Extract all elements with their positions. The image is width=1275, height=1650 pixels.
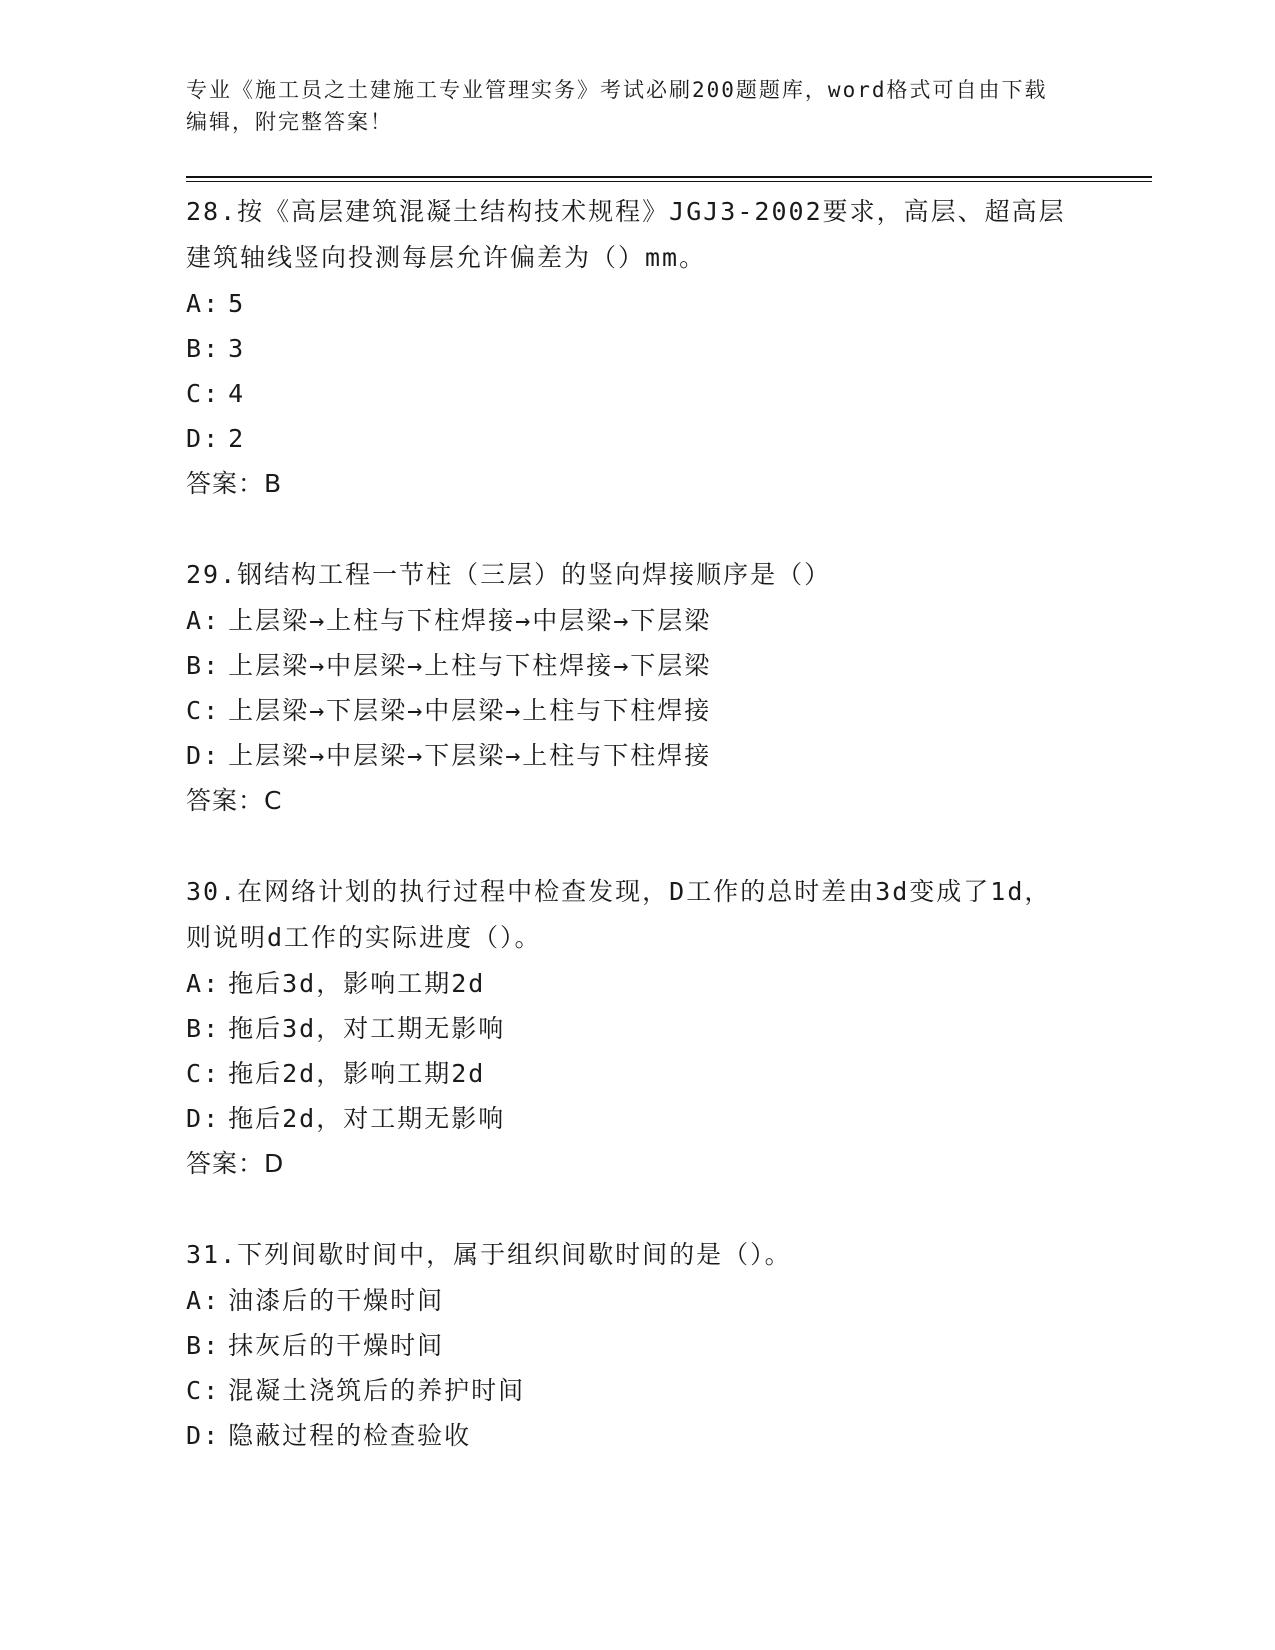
question-31	[186, 1232, 1146, 1458]
option-b: B: 拖后3d，对工期无影响	[186, 1014, 506, 1043]
option-b: B: 抹灰后的干燥时间	[186, 1331, 445, 1360]
question-30	[186, 869, 1146, 1186]
option-c: C: 上层梁→下层梁→中层梁→上柱与下柱焊接	[186, 696, 712, 725]
option-letter: B	[186, 1331, 204, 1360]
option-text: 隐蔽过程的检查验收	[228, 1421, 472, 1450]
question-28	[186, 189, 1146, 506]
option-text: 5	[228, 289, 246, 318]
option-letter: D	[186, 424, 204, 453]
option-d: D: 2	[186, 424, 246, 453]
option-c: C: 拖后2d，影响工期2d	[186, 1059, 486, 1088]
answer-line: 答案：B	[186, 469, 283, 498]
option-letter: B	[186, 1014, 204, 1043]
option-d: D: 拖后2d，对工期无影响	[186, 1104, 506, 1133]
question-text: 29.钢结构工程一节柱（三层）的竖向焊接顺序是（）	[186, 560, 832, 589]
answer-line: 答案：D	[186, 1149, 285, 1178]
option-letter: A	[186, 289, 204, 318]
option-text: 拖后3d，影响工期2d	[228, 969, 486, 998]
option-c: C: 4	[186, 379, 246, 408]
option-letter: D	[186, 1421, 204, 1450]
option-b: B: 3	[186, 334, 246, 363]
option-d: D: 隐蔽过程的检查验收	[186, 1421, 472, 1450]
option-text: 3	[228, 334, 246, 363]
option-text: 上层梁→中层梁→上柱与下柱焊接→下层梁	[228, 651, 712, 680]
option-d: D: 上层梁→中层梁→下层梁→上柱与下柱焊接	[186, 741, 712, 770]
answer-line: 答案：C	[186, 786, 283, 815]
option-text: 油漆后的干燥时间	[228, 1286, 445, 1315]
document-header: 专业《施工员之土建施工专业管理实务》考试必刷200题题库，word格式可自由下载编辑，附完整答案！	[186, 78, 1048, 134]
option-text: 抹灰后的干燥时间	[228, 1331, 445, 1360]
question-list	[186, 189, 1146, 1504]
question-text: 30.在网络计划的执行过程中检查发现，D工作的总时差由3d变成了1d，则说明d工作的实际进度（）。	[186, 877, 1052, 952]
option-letter: A	[186, 969, 204, 998]
option-text: 4	[228, 379, 246, 408]
option-letter: B	[186, 334, 204, 363]
option-letter: A	[186, 606, 204, 635]
header-divider-thick	[186, 176, 1152, 178]
option-letter: D	[186, 1104, 204, 1133]
header-divider-thin	[186, 181, 1152, 182]
question-text: 28.按《高层建筑混凝土结构技术规程》JGJ3-2002要求，高层、超高层建筑轴线竖向投测每层允许偏差为（）mm。	[186, 197, 1066, 272]
option-letter: C	[186, 1376, 204, 1405]
option-c: C: 混凝土浇筑后的养护时间	[186, 1376, 526, 1405]
option-text: 拖后3d，对工期无影响	[228, 1014, 506, 1043]
option-text: 2	[228, 424, 246, 453]
option-b: B: 上层梁→中层梁→上柱与下柱焊接→下层梁	[186, 651, 712, 680]
question-text: 31.下列间歇时间中，属于组织间歇时间的是（）。	[186, 1240, 792, 1269]
option-text: 上层梁→中层梁→下层梁→上柱与下柱焊接	[228, 741, 712, 770]
option-a: A: 拖后3d，影响工期2d	[186, 969, 486, 998]
option-text: 上层梁→下层梁→中层梁→上柱与下柱焊接	[228, 696, 712, 725]
option-text: 上层梁→上柱与下柱焊接→中层梁→下层梁	[228, 606, 712, 635]
option-letter: C	[186, 696, 204, 725]
option-letter: B	[186, 651, 204, 680]
option-a: A: 上层梁→上柱与下柱焊接→中层梁→下层梁	[186, 606, 712, 635]
option-text: 拖后2d，影响工期2d	[228, 1059, 486, 1088]
question-29	[186, 552, 1146, 823]
option-a: A: 油漆后的干燥时间	[186, 1286, 445, 1315]
option-text: 混凝土浇筑后的养护时间	[228, 1376, 526, 1405]
option-letter: D	[186, 741, 204, 770]
option-a: A: 5	[186, 289, 246, 318]
option-text: 拖后2d，对工期无影响	[228, 1104, 506, 1133]
option-letter: C	[186, 379, 204, 408]
option-letter: A	[186, 1286, 204, 1315]
option-letter: C	[186, 1059, 204, 1088]
